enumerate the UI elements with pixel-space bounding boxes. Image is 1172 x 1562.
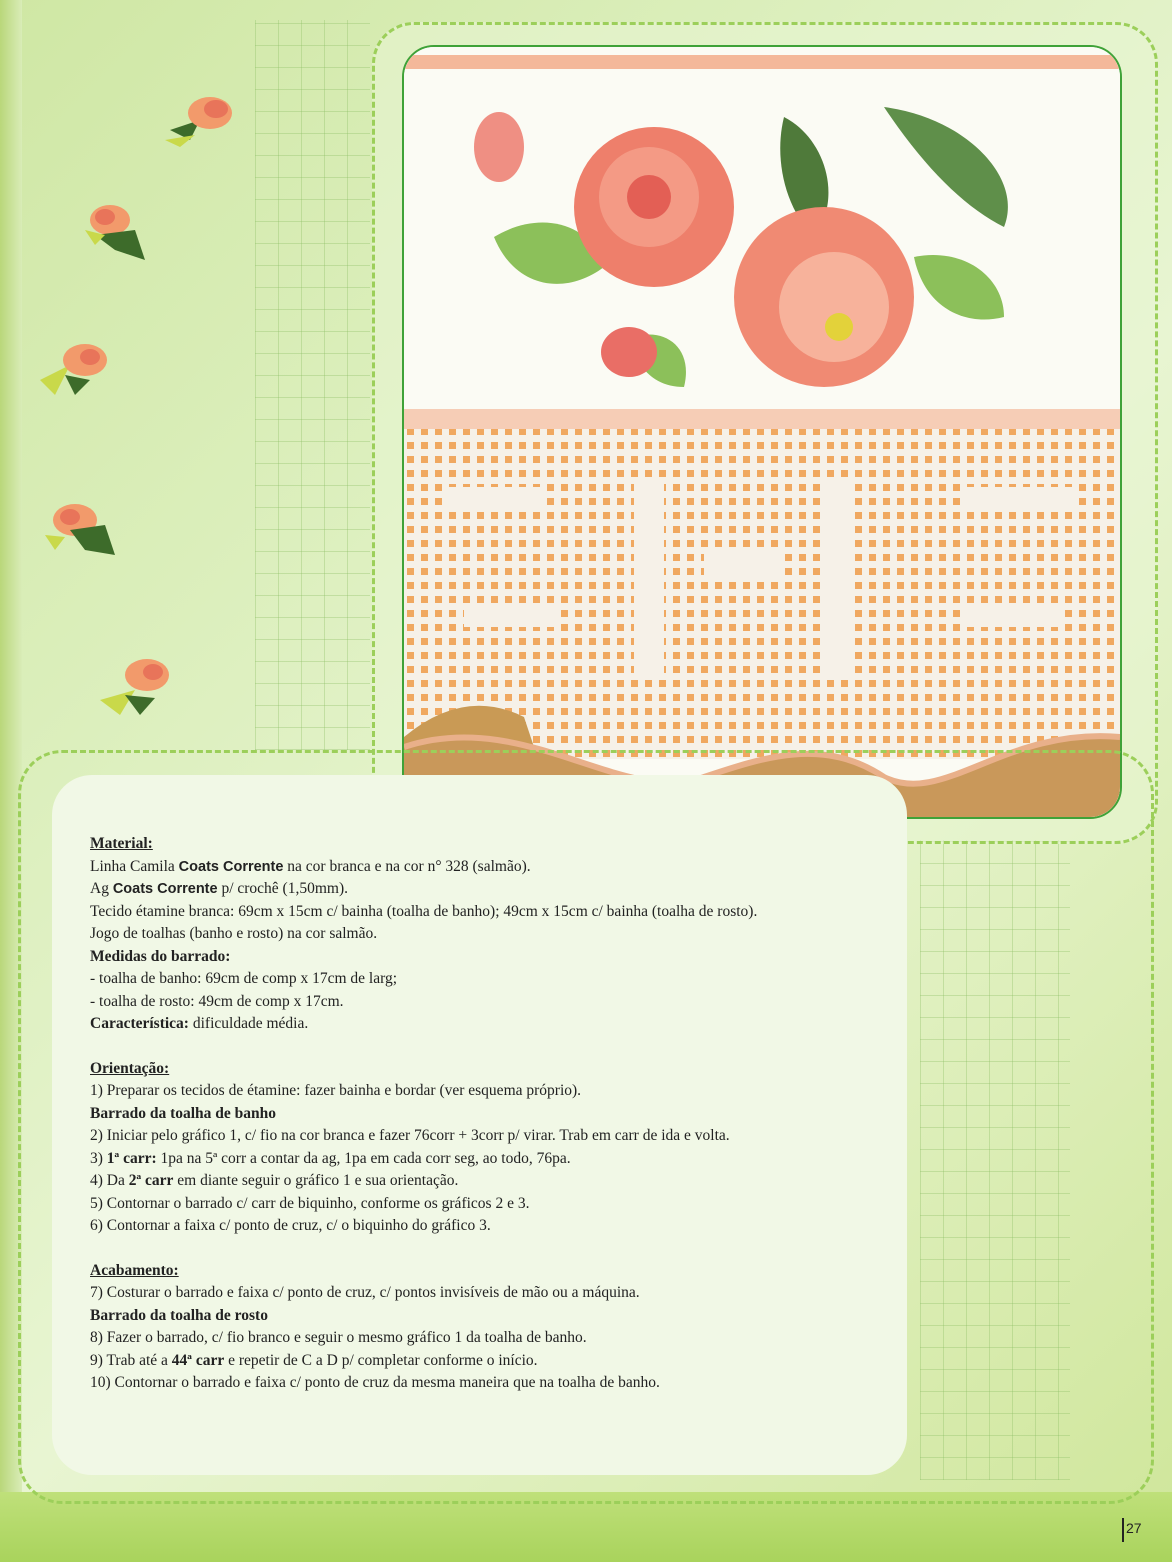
step-emphasis: 44ª carr [171, 1351, 225, 1369]
background-crochet-chart [255, 20, 370, 750]
rosebud-motif-2 [75, 195, 165, 265]
orientacao-heading: Orientação: [90, 1059, 170, 1077]
page-number: 27 [1126, 1520, 1142, 1536]
medidas-heading: Medidas do barrado: [90, 947, 231, 965]
step-text: e repetir de C a D p/ completar conforme o início. [224, 1351, 538, 1369]
step-7: 7) Costurar o barrado e faixa c/ ponto de cruz, c/ pontos invisíveis de mão ou a máquina. [90, 1284, 640, 1301]
step-emphasis: 1ª carr: [106, 1149, 157, 1167]
step-9 [90, 1350, 890, 1373]
rosebud-motif-3 [35, 335, 125, 405]
material-line-1 [90, 856, 890, 879]
material-text: Linha Camila [90, 857, 179, 875]
subheading-banho: Barrado da toalha de banho [90, 1104, 277, 1122]
step-1: 1) Preparar os tecidos de étamine: fazer bainha e bordar (ver esquema próprio). [90, 1082, 582, 1099]
material-text: Ag [90, 880, 113, 897]
instructions [90, 833, 890, 1395]
step-emphasis: 2ª carr [128, 1172, 174, 1189]
acabamento-heading: Acabamento: [90, 1261, 179, 1279]
medidas-line-2: - toalha de rosto: 49cm de comp x 17cm. [90, 992, 344, 1010]
material-line-4: Jogo de toalhas (banho e rosto) na cor salmão. [90, 925, 378, 942]
step-text: 3) [90, 1149, 107, 1167]
caracteristica-line [90, 1013, 890, 1036]
step-3 [90, 1148, 890, 1171]
step-5: 5) Contornar o barrado c/ carr de biquinho, conforme os gráficos 2 e 3. [90, 1194, 530, 1212]
step-10: 10) Contornar o barrado e faixa c/ ponto de cruz da mesma maneira que na toalha de banho. [90, 1374, 660, 1391]
step-2: 2) Iniciar pelo gráfico 1, c/ fio na cor branca e fazer 76corr + 3corr p/ virar. Trab em carr de ida e volta. [90, 1127, 730, 1144]
subheading-rosto: Barrado da toalha de rosto [90, 1306, 268, 1324]
rosebud-motif-4 [40, 495, 130, 565]
page-number-mark [1122, 1518, 1124, 1542]
step-text: 1pa na 5ª corr a contar da ag, 1pa em cada corr seg, ao todo, 76pa. [156, 1149, 571, 1167]
step-4 [90, 1170, 890, 1193]
step-text: 9) Trab até a [90, 1351, 172, 1369]
material-text: na cor branca e na cor n° 328 (salmão). [283, 857, 531, 875]
rosebud-motif-1 [160, 85, 250, 155]
material-line-3: Tecido étamine branca: 69cm x 15cm c/ bainha (toalha de banho); 49cm x 15cm c/ bainha (toalha de rosto). [90, 902, 758, 920]
rosebud-motif-5 [95, 650, 185, 720]
brand-name: Coats Corrente [112, 881, 218, 897]
step-text: em diante seguir o gráfico 1 e sua orientação. [173, 1172, 459, 1189]
towel-illustration [404, 47, 1120, 817]
step-6: 6) Contornar a faixa c/ ponto de cruz, c/ o biquinho do gráfico 3. [90, 1217, 491, 1234]
step-8: 8) Fazer o barrado, c/ fio branco e seguir o mesmo gráfico 1 da toalha de banho. [90, 1329, 587, 1346]
caracteristica-label: Característica: [90, 1015, 189, 1032]
material-line-2 [90, 878, 890, 901]
material-text: p/ crochê (1,50mm). [217, 880, 348, 897]
medidas-line-1: - toalha de banho: 69cm de comp x 17cm de larg; [90, 970, 398, 987]
material-heading: Material: [90, 835, 153, 852]
brand-name: Coats Corrente [178, 858, 284, 875]
step-text: 4) Da [90, 1172, 129, 1189]
caracteristica-value: dificuldade média. [188, 1015, 309, 1032]
towel-photo [402, 45, 1122, 819]
